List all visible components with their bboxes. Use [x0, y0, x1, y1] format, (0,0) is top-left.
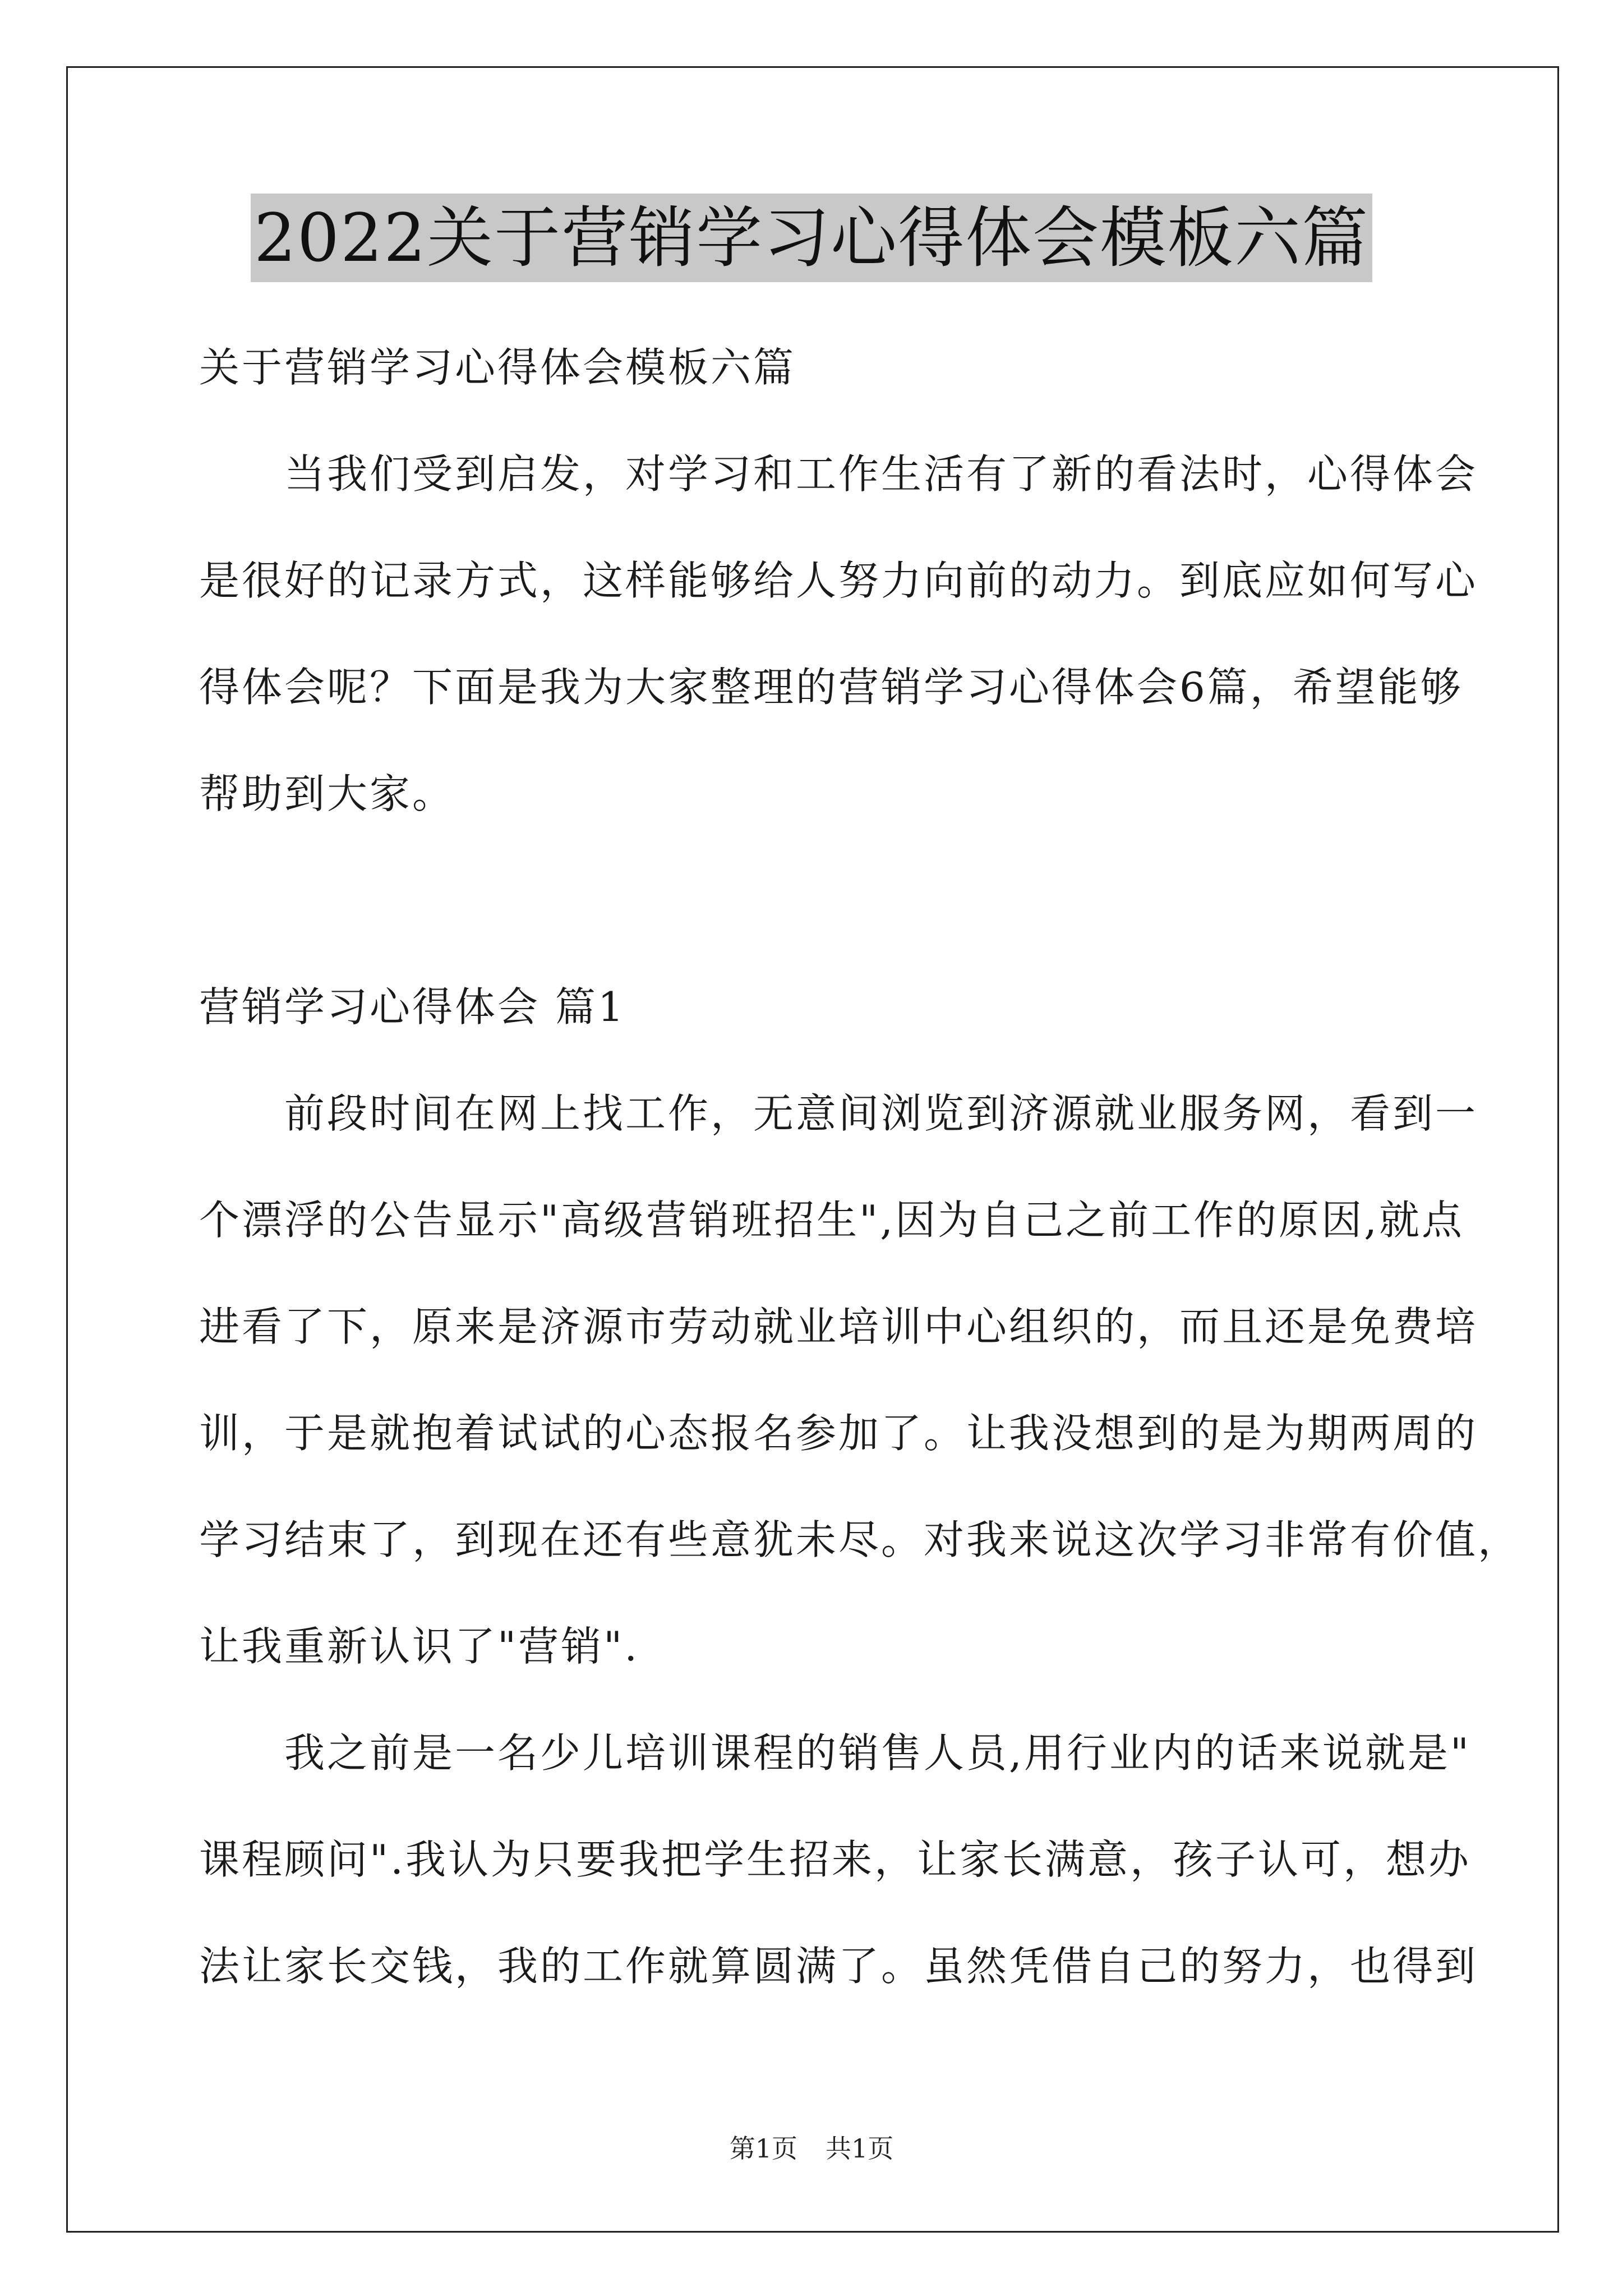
intro-line-3: 得体会呢？下面是我为大家整理的营销学习心得体会6篇，希望能够	[199, 664, 1463, 711]
body-line: 进看了下，原来是济源市劳动就业培训中心组织的，而且还是免费培	[199, 1303, 1478, 1350]
page-total: 共1页	[826, 2133, 894, 2164]
body-line: 前段时间在网上找工作，无意间浏览到济源就业服务网，看到一	[199, 1090, 1478, 1137]
page-number: 第1页	[729, 2133, 797, 2164]
section-heading-1: 营销学习心得体会 篇1	[199, 983, 626, 1030]
body-line: 课程顾问".我认为只要我把学生招来，让家长满意，孩子认可，想办	[199, 1836, 1472, 1883]
intro-line-2: 是很好的记录方式，这样能够给人努力向前的动力。到底应如何写心	[199, 557, 1478, 604]
document-title: 2022关于营销学习心得体会模板六篇	[251, 194, 1372, 282]
intro-line-4: 帮助到大家。	[199, 770, 455, 817]
subtitle-line: 关于营销学习心得体会模板六篇	[199, 344, 796, 391]
body-line: 训，于是就抱着试试的心态报名参加了。让我没想到的是为期两周的	[199, 1410, 1478, 1457]
intro-line-1: 当我们受到启发，对学习和工作生活有了新的看法时，心得体会	[199, 450, 1478, 498]
body-line: 学习结束了，到现在还有些意犹未尽。对我来说这次学习非常有价值，	[199, 1516, 1521, 1563]
title-container	[0, 194, 1623, 282]
body-line: 法让家长交钱，我的工作就算圆满了。虽然凭借自己的努力，也得到	[199, 1943, 1478, 1990]
document-body	[199, 314, 1521, 2019]
body-line: 个漂浮的公告显示"高级营销班招生",因为自己之前工作的原因,就点	[199, 1197, 1465, 1244]
paragraph-gap	[199, 847, 1427, 954]
page-footer	[0, 2132, 1623, 2165]
body-line: 让我重新认识了"营销".	[199, 1623, 640, 1670]
body-line: 我之前是一名少儿培训课程的销售人员,用行业内的话来说就是"	[199, 1729, 1472, 1777]
